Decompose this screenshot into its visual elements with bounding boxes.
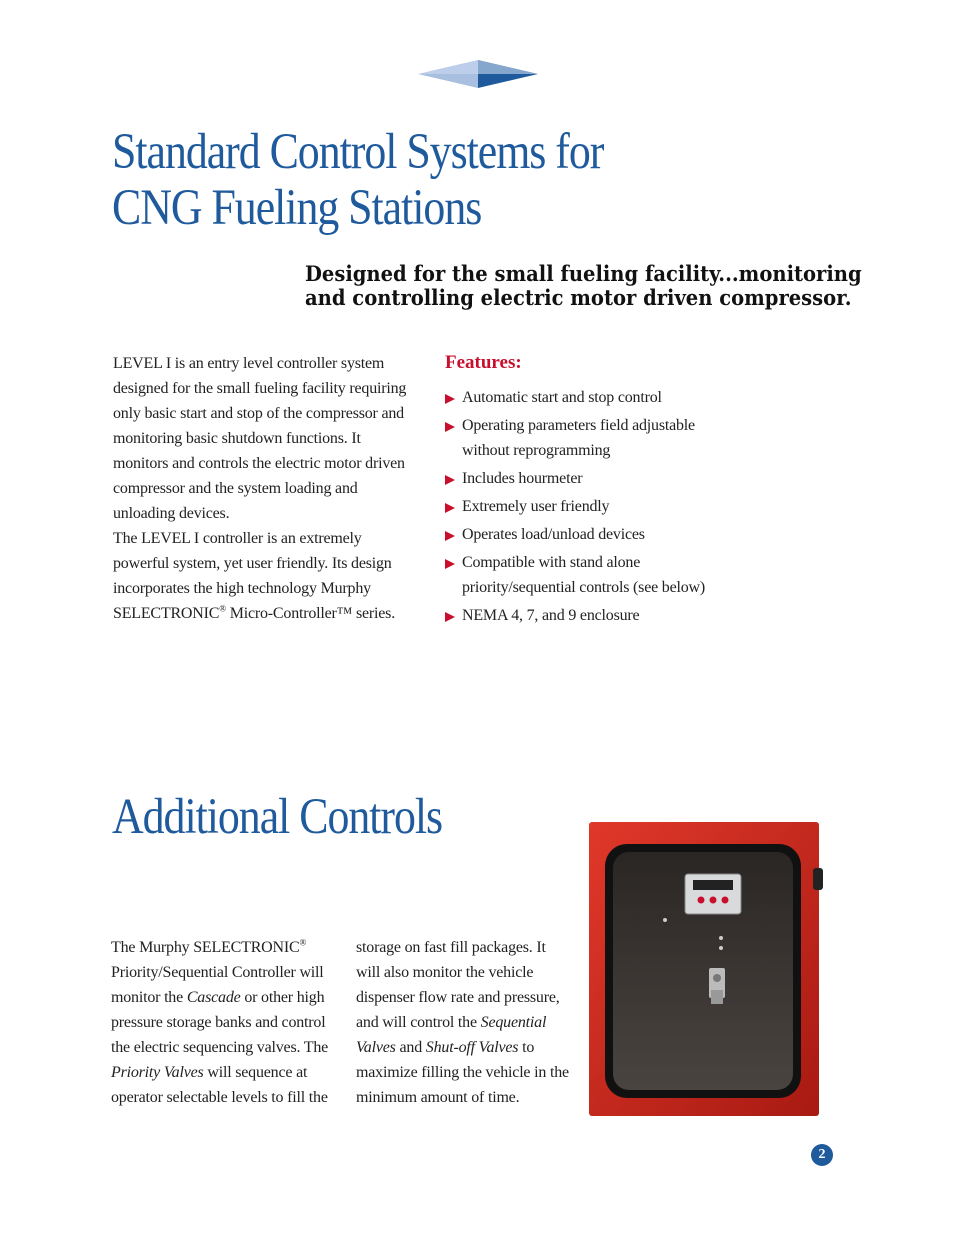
registered-mark: ®	[299, 937, 307, 948]
features-heading: Features:	[445, 352, 522, 373]
col-a-text-3: or other high pressure storage banks and control the electric sequencing valves. The	[111, 989, 329, 1056]
additional-controls-column-a	[111, 935, 331, 1110]
col-b-text-1: storage on fast fill packages. It will also monitor the vehicle dispenser flow rate and pressure, and will control the	[356, 939, 560, 1031]
page-subtitle	[305, 262, 863, 310]
feature-item	[444, 466, 744, 491]
controller-enclosure-image	[587, 820, 827, 1120]
red-arrow-bullet-icon	[445, 422, 455, 432]
level-one-description	[113, 351, 413, 626]
red-arrow-bullet-icon	[445, 503, 455, 513]
shutoff-valves-term: Shut-off Valves	[425, 1039, 519, 1056]
level-one-para2	[113, 526, 413, 626]
page-title-line1: Standard Control Systems for	[112, 124, 604, 180]
col-a-text-2: Priority/Sequential Controller will monitor the	[111, 964, 324, 1006]
page-title	[112, 124, 766, 236]
cascade-term: Cascade	[186, 989, 241, 1006]
additional-column-a-text	[111, 935, 331, 1110]
feature-item-text: Includes hourmeter	[462, 470, 583, 487]
red-arrow-bullet-icon	[445, 559, 455, 569]
red-arrow-bullet-icon	[445, 612, 455, 622]
feature-item	[444, 494, 744, 519]
page-number-badge: 2	[811, 1144, 833, 1166]
level-one-para2-end: Micro-Controller™ series.	[225, 605, 395, 622]
registered-mark: ®	[219, 603, 226, 614]
red-arrow-bullet-icon	[445, 531, 455, 541]
priority-valves-term: Priority Valves	[111, 1064, 204, 1081]
additional-controls-column-b	[356, 935, 571, 1110]
col-b-text-3: to maximize filling the vehicle in the minimum amount of time.	[356, 1039, 569, 1106]
red-arrow-bullet-icon	[445, 475, 455, 485]
feature-item	[444, 385, 744, 410]
feature-item	[444, 522, 744, 547]
col-a-text-4: will sequence at operator selectable levels to fill the	[111, 1064, 328, 1106]
page-subtitle-line2: and controlling electric motor driven compressor.	[305, 285, 852, 310]
feature-item-text: Extremely user friendly	[462, 498, 610, 515]
feature-item-text: Operates load/unload devices	[462, 526, 645, 543]
features-list	[444, 385, 744, 631]
page-title-line2: CNG Fueling Stations	[112, 180, 482, 236]
feature-item-text: Automatic start and stop control	[462, 389, 662, 406]
red-arrow-bullet-icon	[445, 394, 455, 404]
additional-column-b-text	[356, 935, 571, 1110]
feature-item	[444, 603, 744, 628]
col-a-text-1: The Murphy SELECTRONIC	[111, 939, 300, 956]
sequential-valves-term: Sequential Valves	[356, 1014, 547, 1056]
feature-item	[444, 550, 744, 600]
additional-controls-title: Additional Controls	[112, 789, 443, 845]
col-b-text-2: and	[395, 1039, 426, 1056]
feature-item-text: NEMA 4, 7, and 9 enclosure	[462, 607, 640, 624]
level-one-para1: LEVEL I is an entry level controller system designed for the small fueling facility requiring only basic start and stop of the compressor and monitoring basic shutdown functions. It monitors and controls the electric motor driven compressor and the system loading and unloading devices.	[113, 355, 407, 522]
feature-item-text: Compatible with stand alone priority/sequential controls (see below)	[462, 554, 706, 596]
page-subtitle-line1: Designed for the small fueling facility...monitoring	[305, 261, 862, 286]
feature-item-text: Operating parameters field adjustable without reprogramming	[462, 417, 695, 459]
feature-item	[444, 413, 744, 463]
header-triangle-ornament	[418, 58, 538, 90]
level-one-para2-start: The LEVEL I controller is an extremely powerful system, yet user friendly. Its design incorporates the high technology Murphy SELECTRONIC	[113, 530, 392, 622]
